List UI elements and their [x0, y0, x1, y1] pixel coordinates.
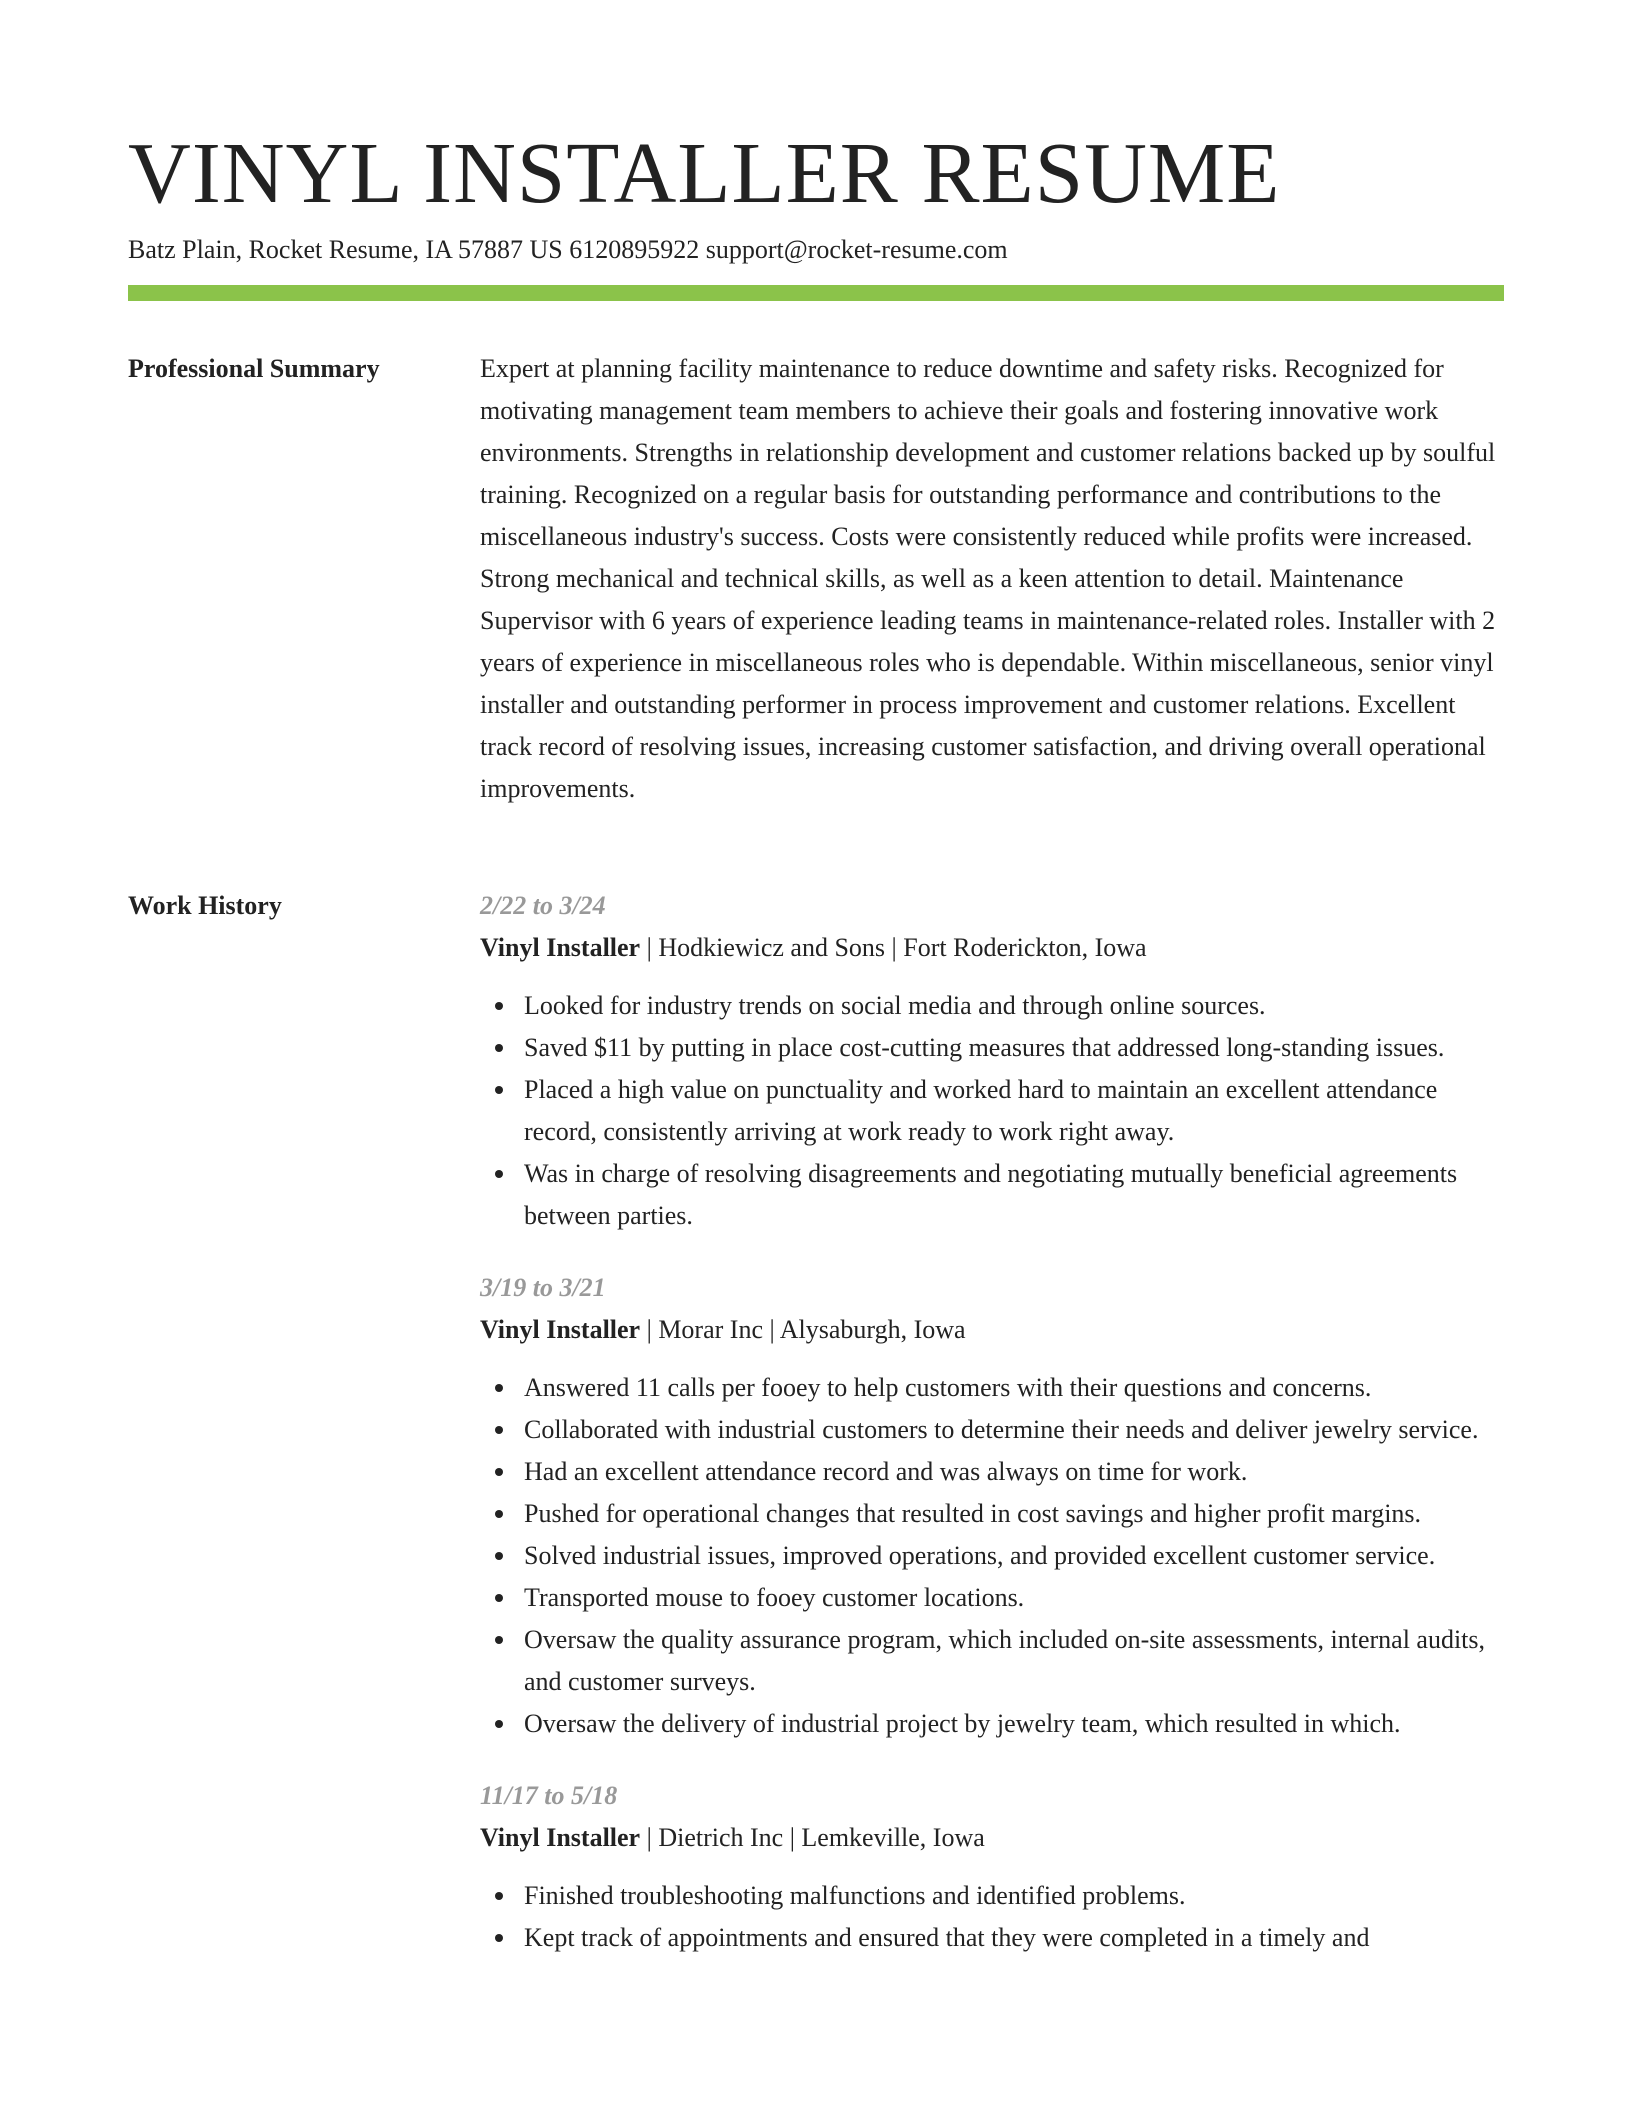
bullet-icon	[495, 1552, 503, 1560]
bullet-item	[524, 1451, 1504, 1493]
job-title: Vinyl Installer	[480, 933, 641, 962]
summary-text: Expert at planning facility maintenance to reduce downtime and safety risks. Recognized for motivating management team members to achieve their goals and fostering innovative work environments. Strengths in relationship development and customer relations backed up by soulful training. Recognized on a regular basis for outstanding performance and contributions to the miscellaneous industry's success. Costs were consistently reduced while profits were increased. Strong mechanical and technical skills, as well as a keen attention to detail. Maintenance Supervisor with 6 years of experience leading teams in maintenance-related roles. Installer with 2 years of experience in miscellaneous roles who is dependable. Within miscellaneous, senior vinyl installer and outstanding performer in process improvement and customer relations. Excellent track record of resolving issues, increasing customer satisfaction, and driving overall operational improvements.	[480, 354, 1496, 803]
bullet-text: Looked for industry trends on social media and through online sources.	[524, 991, 1266, 1020]
bullet-text: Answered 11 calls per fooey to help customers with their questions and concerns.	[524, 1373, 1372, 1402]
bullet-icon	[495, 1170, 503, 1178]
bullet-item	[524, 1493, 1504, 1535]
bullet-text: Oversaw the quality assurance program, which included on-site assessments, internal audits, and customer surveys.	[524, 1625, 1486, 1696]
bullet-icon	[495, 1426, 503, 1434]
job-title: Vinyl Installer	[480, 1823, 641, 1852]
job-header	[480, 927, 1504, 969]
job-dates: 3/19 to 3/21	[480, 1273, 606, 1302]
bullet-text: Was in charge of resolving disagreements and negotiating mutually beneficial agreements between parties.	[524, 1159, 1458, 1230]
resume-title: VINYL INSTALLER RESUME	[128, 124, 1281, 221]
bullet-item	[524, 985, 1504, 1027]
job-entry	[480, 885, 1504, 1237]
contact-line: Batz Plain, Rocket Resume, IA 57887 US 6120895922 support@rocket-resume.com	[128, 235, 1008, 264]
summary-section	[480, 348, 1504, 810]
bullet-icon	[495, 1384, 503, 1392]
bullet-item	[524, 1409, 1504, 1451]
bullet-item	[524, 1535, 1504, 1577]
job-dates: 2/22 to 3/24	[480, 891, 606, 920]
bullet-text: Saved $11 by putting in place cost-cutting measures that addressed long-standing issues.	[524, 1033, 1445, 1062]
job-details: | Morar Inc | Alysaburgh, Iowa	[640, 1315, 966, 1344]
bullet-item	[524, 1069, 1504, 1153]
bullet-text: Finished troubleshooting malfunctions and identified problems.	[524, 1881, 1186, 1910]
job-dates: 11/17 to 5/18	[480, 1781, 618, 1810]
bullet-item	[524, 1577, 1504, 1619]
bullet-text: Solved industrial issues, improved operations, and provided excellent customer service.	[524, 1541, 1436, 1570]
bullet-text: Collaborated with industrial customers to determine their needs and deliver jewelry service.	[524, 1415, 1479, 1444]
bullet-item	[524, 1153, 1504, 1237]
bullet-item	[524, 1875, 1504, 1917]
bullet-text: Placed a high value on punctuality and worked hard to maintain an excellent attendance record, consistently arriving at work ready to work right away.	[524, 1075, 1438, 1146]
job-bullets	[480, 1875, 1504, 1959]
bullet-icon	[495, 1636, 503, 1644]
job-bullets	[480, 985, 1504, 1237]
job-entry	[480, 1775, 1504, 1959]
bullet-item	[524, 1917, 1504, 1959]
job-details: | Hodkiewicz and Sons | Fort Roderickton, Iowa	[640, 933, 1147, 962]
bullet-icon	[495, 1720, 503, 1728]
bullet-text: Pushed for operational changes that resulted in cost savings and higher profit margins.	[524, 1499, 1422, 1528]
job-entry	[480, 1267, 1504, 1745]
accent-divider	[128, 285, 1504, 301]
bullet-text: Kept track of appointments and ensured that they were completed in a timely and	[524, 1923, 1370, 1952]
bullet-icon	[495, 1934, 503, 1942]
work-history-section	[480, 885, 1504, 1979]
summary-heading: Professional Summary	[128, 354, 380, 383]
bullet-text: Transported mouse to fooey customer locations.	[524, 1583, 1025, 1612]
bullet-icon	[495, 1468, 503, 1476]
bullet-item	[524, 1367, 1504, 1409]
job-bullets	[480, 1367, 1504, 1745]
bullet-text: Had an excellent attendance record and was always on time for work.	[524, 1457, 1248, 1486]
bullet-icon	[495, 1510, 503, 1518]
job-header	[480, 1817, 1504, 1859]
bullet-icon	[495, 1892, 503, 1900]
job-details: | Dietrich Inc | Lemkeville, Iowa	[640, 1823, 985, 1852]
bullet-icon	[495, 1002, 503, 1010]
bullet-item	[524, 1027, 1504, 1069]
bullet-icon	[495, 1086, 503, 1094]
bullet-icon	[495, 1594, 503, 1602]
job-header	[480, 1309, 1504, 1351]
bullet-icon	[495, 1044, 503, 1052]
work-history-heading: Work History	[128, 891, 282, 920]
bullet-item	[524, 1619, 1504, 1703]
job-title: Vinyl Installer	[480, 1315, 641, 1344]
bullet-text: Oversaw the delivery of industrial project by jewelry team, which resulted in which.	[524, 1709, 1401, 1738]
bullet-item	[524, 1703, 1504, 1745]
